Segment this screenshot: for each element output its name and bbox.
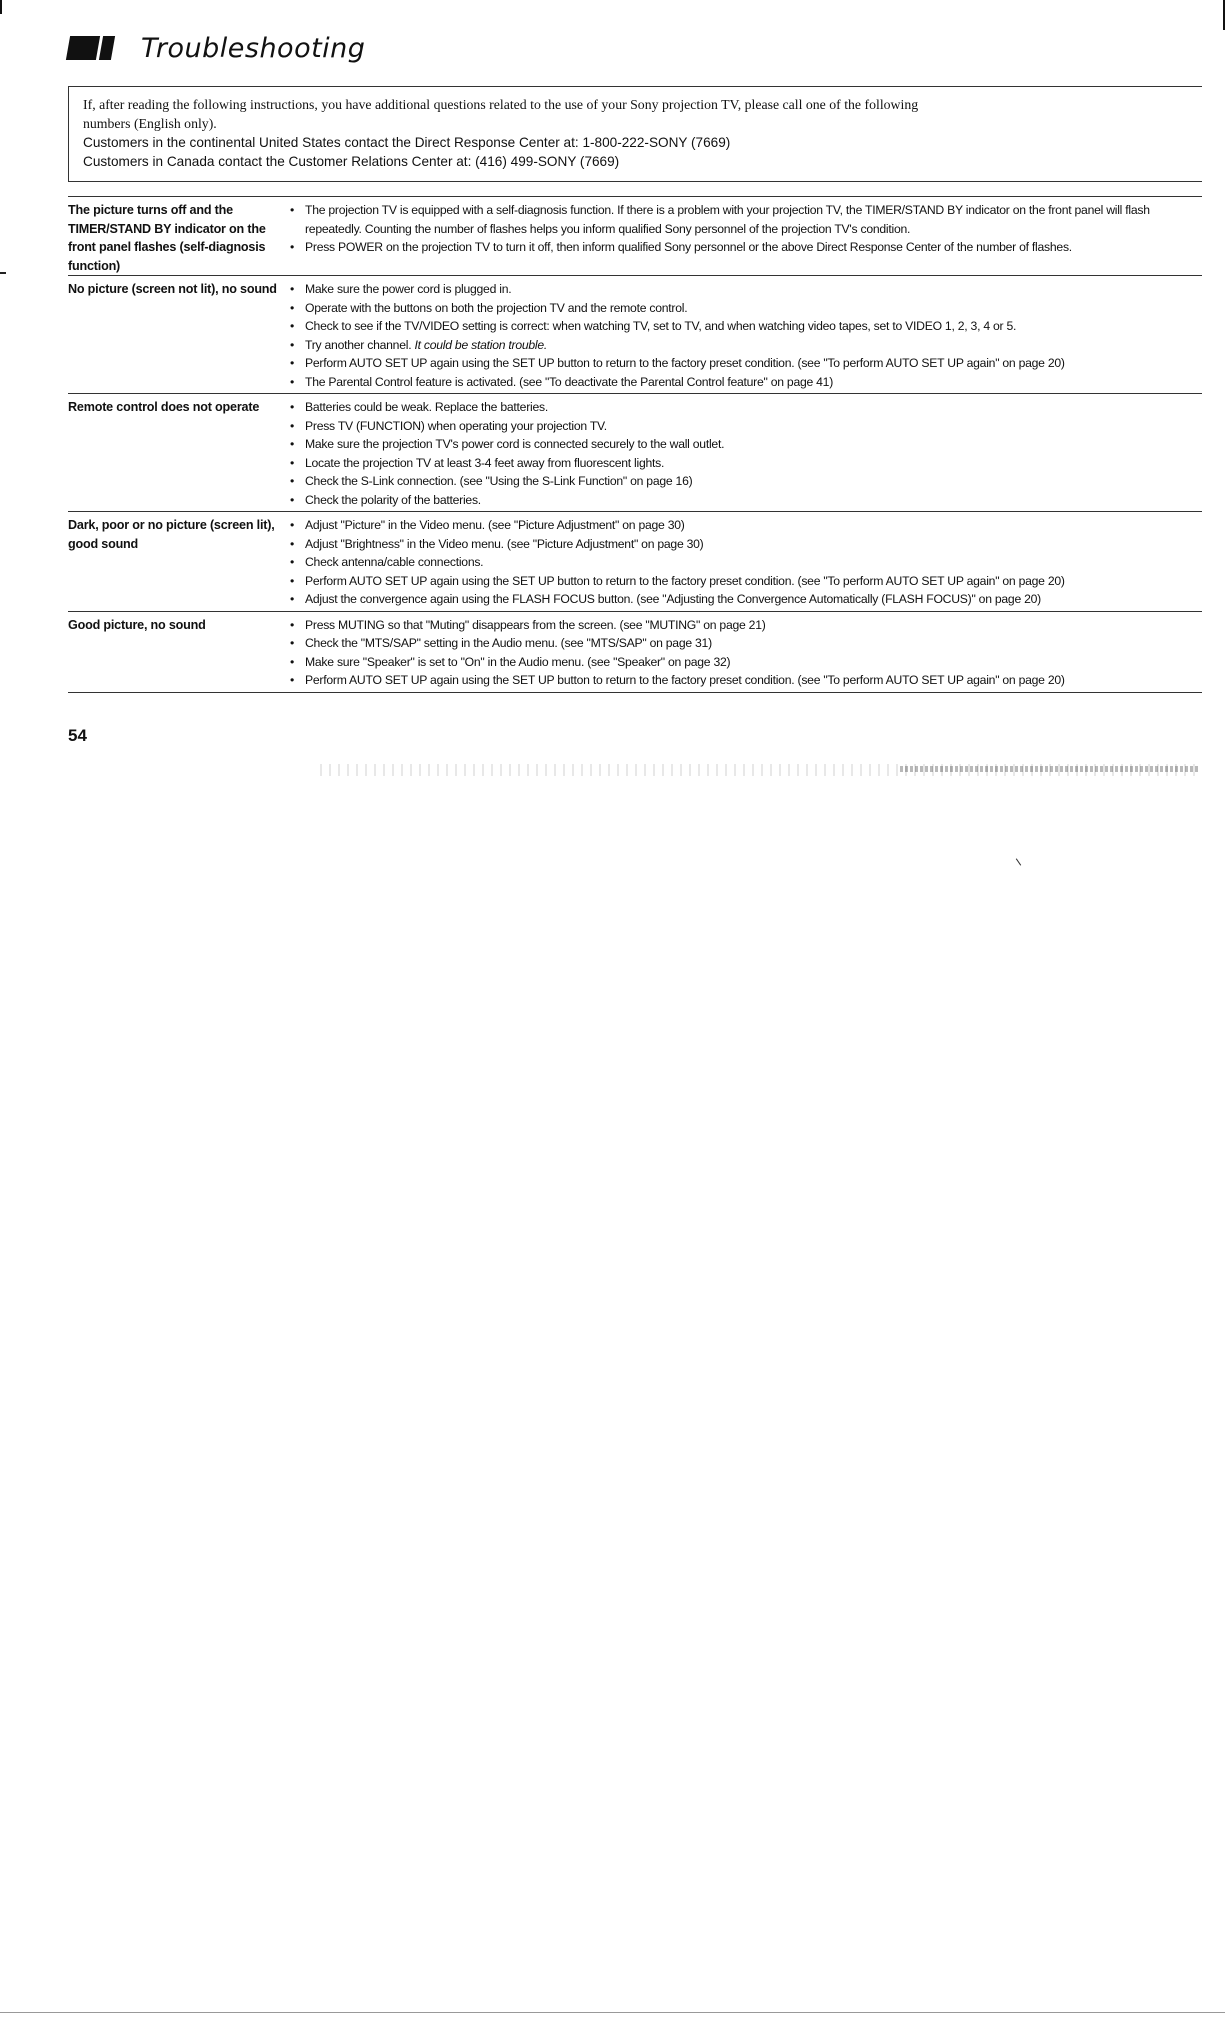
remedy-list (288, 512, 1202, 611)
list-item-text: Try another channel. (305, 337, 412, 352)
scan-bleed-through-dark (900, 766, 1200, 772)
remedy-list (288, 197, 1202, 275)
list-item: • Check to see if the TV/VIDEO setting is correct: when watching TV, set to TV, and when watching video tapes, set to VIDEO 1, 2, 3, 4 or 5. (288, 317, 1202, 336)
table-row (68, 612, 1202, 693)
page-title: Troubleshooting (141, 32, 366, 64)
list-item: • Adjust the convergence again using the FLASH FOCUS button. (see "Adjusting the Convergence Automatically (FLASH FOCUS)" on page 20) (288, 590, 1202, 609)
section-marker-block-small (99, 36, 115, 60)
section-header (68, 28, 365, 68)
table-row (68, 197, 1202, 276)
table-row (68, 394, 1202, 512)
list-item: • Press POWER on the projection TV to turn it off, then inform qualified Sony personnel or the above Direct Response Center of the number of flashes. (288, 238, 1202, 257)
remedy-list (288, 276, 1202, 393)
list-item: • Check antenna/cable connections. (288, 553, 1202, 572)
list-item: • Make sure the power cord is plugged in. (288, 280, 1202, 299)
list-item: • Press TV (FUNCTION) when operating your projection TV. (288, 417, 1202, 436)
list-item: • Adjust "Brightness" in the Video menu. (see "Picture Adjustment" on page 30) (288, 535, 1202, 554)
contact-info-box (68, 86, 1202, 182)
contact-us-line: Customers in the continental United States contact the Direct Response Center at: 1-800-222-SONY (7669) (83, 135, 731, 150)
list-item: • Locate the projection TV at least 3-4 feet away from fluorescent lights. (288, 454, 1202, 473)
scan-speck (1016, 858, 1021, 865)
remedy-list (288, 612, 1202, 692)
list-item: • Check the "MTS/SAP" setting in the Audio menu. (see "MTS/SAP" on page 31) (288, 634, 1202, 653)
contact-intro-line-2: numbers (English only). (83, 116, 217, 131)
list-item: • Adjust "Picture" in the Video menu. (see "Picture Adjustment" on page 30) (288, 516, 1202, 535)
list-item: • Perform AUTO SET UP again using the SET UP button to return to the factory preset condition. (see "To perform AUTO SET UP again" on page 20) (288, 572, 1202, 591)
list-item: • Press MUTING so that "Muting" disappears from the screen. (see "MUTING" on page 21) (288, 616, 1202, 635)
table-row (68, 512, 1202, 612)
remedy-list (288, 394, 1202, 511)
list-item: • Operate with the buttons on both the projection TV and the remote control. (288, 299, 1202, 318)
scan-bottom-edge (0, 2012, 1225, 2013)
symptom-label: The picture turns off and the TIMER/STAND BY indicator on the front panel flashes (self-diagnosis function) (68, 203, 266, 273)
list-item: • Check the S-Link connection. (see "Using the S-Link Function" on page 16) (288, 472, 1202, 491)
contact-intro-line: If, after reading the following instructions, you have additional questions related to the use of your Sony projection TV, please call one of the following (83, 97, 919, 112)
section-marker-block (66, 36, 100, 60)
list-item: • The Parental Control feature is activated. (see "To deactivate the Parental Control feature" on page 41) (288, 373, 1202, 392)
table-row (68, 276, 1202, 394)
list-item: • Check the polarity of the batteries. (288, 491, 1202, 510)
scan-edge-mark (0, 0, 2, 14)
list-item: • Make sure the projection TV's power cord is connected securely to the wall outlet. (288, 435, 1202, 454)
scan-edge-tick (0, 272, 6, 274)
list-item: • Make sure "Speaker" is set to "On" in the Audio menu. (see "Speaker" on page 32) (288, 653, 1202, 672)
symptom-label: Remote control does not operate (68, 400, 260, 414)
symptom-label: No picture (screen not lit), no sound (68, 282, 277, 296)
station-trouble-note: It could be station trouble. (414, 337, 548, 352)
symptom-label: Good picture, no sound (68, 617, 206, 632)
list-item: • The projection TV is equipped with a self-diagnosis function. If there is a problem with your projection TV, the TIMER/STAND BY indicator on the front panel will flash repeatedly. Counting the number of flashes helps you inform qualified Sony personnel of the projection TV's condition. (288, 201, 1202, 238)
list-item (288, 336, 1202, 355)
troubleshooting-table (68, 196, 1202, 693)
page-number: 54 (68, 726, 87, 745)
list-item: • Perform AUTO SET UP again using the SET UP button to return to the factory preset condition. (see "To perform AUTO SET UP again" on page 20) (288, 354, 1202, 373)
list-item: • Perform AUTO SET UP again using the SET UP button to return to the factory preset condition. (see "To perform AUTO SET UP again" on page 20) (288, 671, 1202, 690)
symptom-label: Dark, poor or no picture (screen lit), good sound (68, 518, 275, 551)
section-marker-icon (68, 36, 113, 60)
contact-canada-line: Customers in Canada contact the Customer Relations Center at: (416) 499-SONY (7669) (83, 154, 620, 169)
list-item: • Batteries could be weak. Replace the batteries. (288, 398, 1202, 417)
